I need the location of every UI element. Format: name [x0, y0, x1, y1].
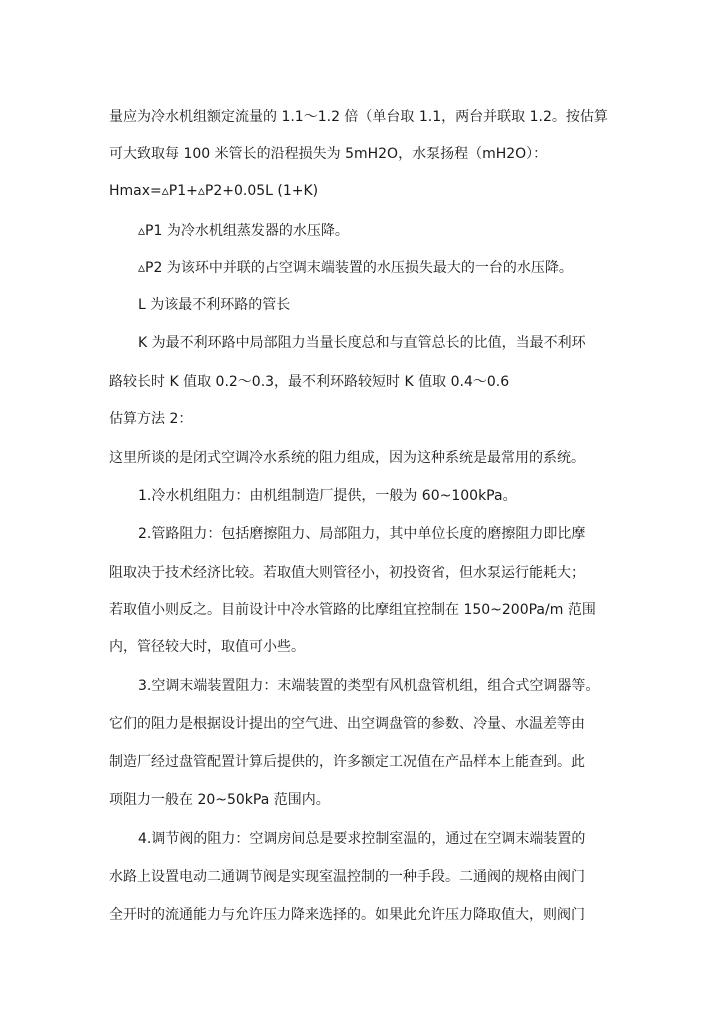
- text-line: ▵P2 为该环中并联的占空调末端装置的水压损失最大的一台的水压降。: [138, 260, 573, 276]
- text-line: 这里所谈的是闭式空调冷水系统的阻力组成，因为这种系统是最常用的系统。: [109, 450, 585, 466]
- text-line: 水路上设置电动二通调节阀是实现室温控制的一种手段。二通阀的规格由阀门: [109, 869, 585, 885]
- text-line: 可大致取每 100 米管长的沿程损失为 5mH2O，水泵扬程（mH2O）：: [109, 146, 548, 162]
- text-line: 内，管径较大时，取值可小些。: [109, 639, 305, 655]
- text-line: 1.冷水机组阻力：由机组制造厂提供，一般为 60~100kPa。: [138, 488, 517, 504]
- text-line: L 为该最不利环路的管长: [138, 297, 291, 313]
- text-line: 量应为冷水机组额定流量的 1.1～1.2 倍（单台取 1.1，两台并联取 1.2。按估算: [109, 109, 608, 125]
- text-line: 制造厂经过盘管配置计算后提供的，许多额定工况值在产品样本上能查到。此: [109, 754, 585, 770]
- text-line: 2.管路阻力：包括磨擦阻力、局部阻力，其中单位长度的磨擦阻力即比摩: [138, 526, 586, 542]
- text-line: 3.空调末端装置阻力：末端装置的类型有风机盘管机组，组合式空调器等。: [138, 678, 600, 694]
- text-line: 全开时的流通能力与允许压力降来选择的。如果此允许压力降取值大，则阀门: [109, 907, 585, 923]
- text-line: 项阻力一般在 20~50kPa 范围内。: [109, 792, 330, 808]
- text-line: 路较长时 K 值取 0.2～0.3，最不利环路较短时 K 值取 0.4～0.6: [109, 374, 510, 390]
- section-heading: 估算方法 2：: [109, 411, 193, 427]
- text-line: 阻取决于技术经济比较。若取值大则管径小，初投资省，但水泵运行能耗大；: [109, 565, 585, 581]
- text-line: ▵P1 为冷水机组蒸发器的水压降。: [138, 223, 349, 239]
- text-line: 它们的阻力是根据设计提出的空气进、出空调盘管的参数、冷量、水温差等由: [109, 716, 585, 732]
- formula-line: Hmax=▵P1+▵P2+0.05L (1+K): [109, 183, 319, 199]
- text-line: K 为最不利环路中局部阻力当量长度总和与直管总长的比值，当最不利环: [138, 335, 586, 351]
- text-line: 若取值小则反之。目前设计中冷水管路的比摩组宜控制在 150~200Pa/m 范围: [109, 602, 596, 618]
- text-line: 4.调节阀的阻力：空调房间总是要求控制室温的，通过在空调末端装置的: [138, 831, 586, 847]
